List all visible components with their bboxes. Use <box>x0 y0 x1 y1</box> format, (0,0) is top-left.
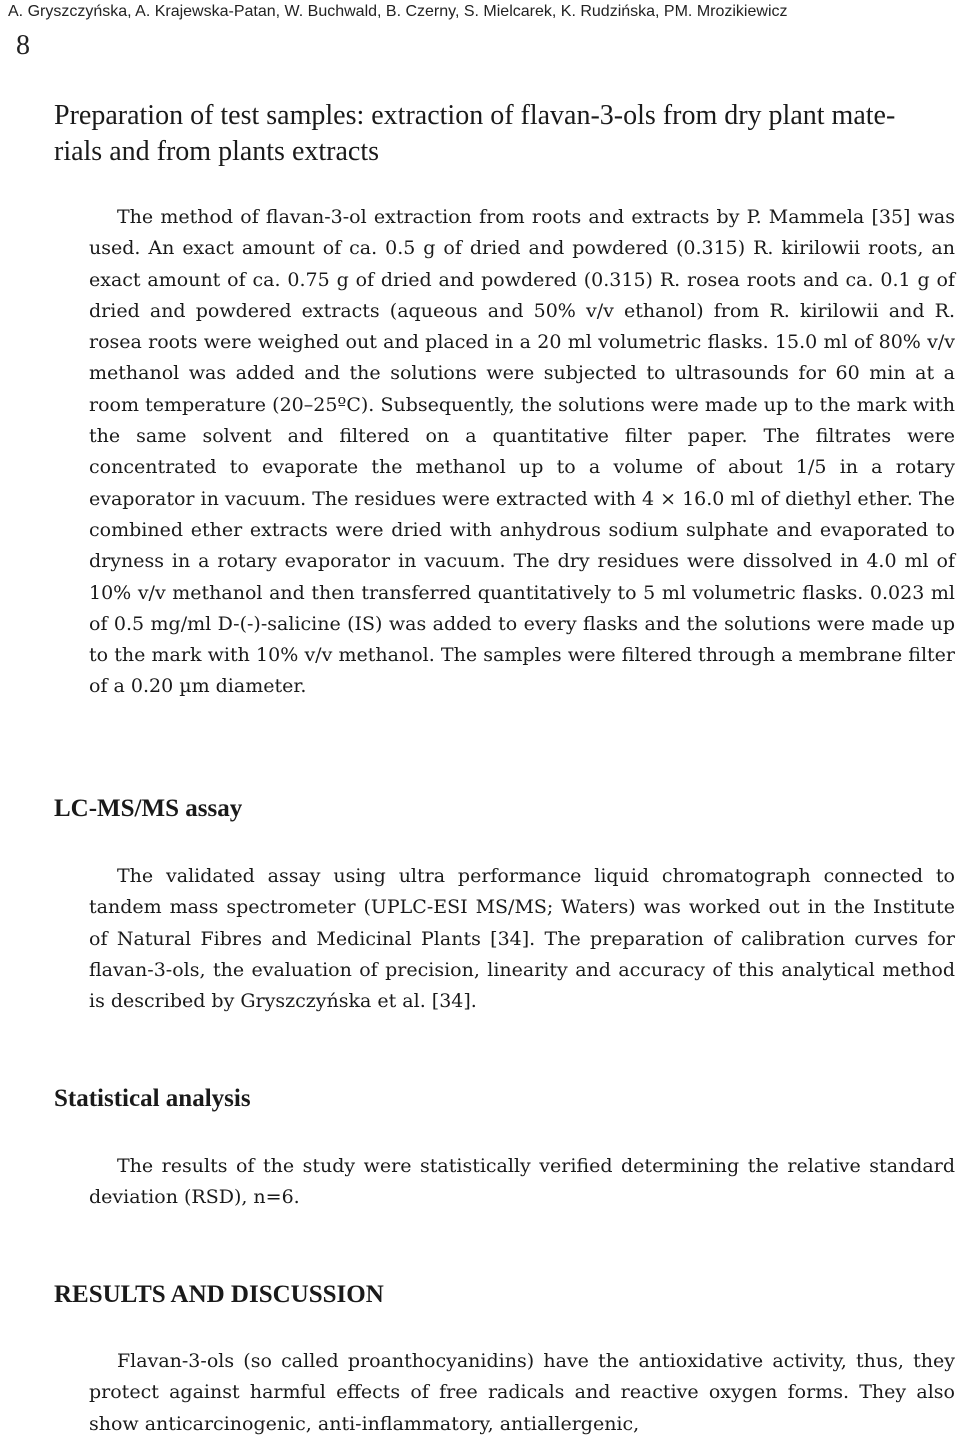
paragraph-results-and-discussion: Flavan-3-ols (so called proanthocyanidins) have the antioxidative activity, thus, they protect against harmful effects of free radicals and reactive oxygen forms. They also show anticarcinogenic, anti-inflammatory, antiallergenic, <box>89 1350 955 1435</box>
page-number: 8 <box>16 30 30 61</box>
paragraph-statistical-analysis: The results of the study were statistically verified determining the relative standard deviation (RSD), n=6. <box>89 1155 955 1209</box>
paragraph-sample-preparation: The method of flavan-3-ol extraction from roots and extracts by P. Mammela [35] was used. An exact amount of ca. 0.5 g of dried and powdered (0.315) R. kirilowii roots, an exact amount of ca. 0.75 g of dried and powdered (0.315) R. rosea roots and ca. 0.1 g of dried and powdered extracts (aqueous and 50% v/v ethanol) from R. kirilowii and R. rosea roots were weighed out and placed in a 20 ml volumetric flasks. 15.0 ml of 80% v/v methanol was added and the solutions were subjected to ultrasounds for 60 min at a room temperature (20–25ºC). Subsequently, the solutions were made up to the mark with the same solvent and filtered on a quantitative filter paper. The filtrates were concentrated to evaporate the methanol up to a volume of about 1/5 in a rotary evaporator in vacuum. The residues were extracted with 4 × 16.0 ml of diethyl ether. The combined ether extracts were dried with anhydrous sodium sulphate and evaporated to dryness in a rotary evaporator in vacuum. The dry residues were dissolved in 4.0 ml of 10% v/v methanol and then transferred quantitatively to 5 ml volumetric flasks. 0.023 ml of 0.5 mg/ml D-(-)-salicine (IS) was added to every flasks and the solutions were made up to the mark with 10% v/v methanol. The samples were filtered through a membrane filter of a 0.20 µm diameter. <box>89 206 955 698</box>
section-title-statistical-analysis: Statistical analysis <box>54 1085 251 1112</box>
running-header-authors: A. Gryszczyńska, A. Krajewska-Patan, W. Buchwald, B. Czerny, S. Mielcarek, K. Rudzińska, PM. Mrozikiewicz <box>8 3 788 20</box>
paragraph-lc-ms-ms-assay: The validated assay using ultra performance liquid chromatograph connected to tandem mass spectrometer (UPLC-ESI MS/MS; Waters) was worked out in the Institute of Natural Fibres and Medicinal Plants [34]. The preparation of calibration curves for flavan-3-ols, the evaluation of precision, linearity and accuracy of this analytical method is described by Gryszczyńska et al. [34]. <box>89 865 955 1013</box>
section-title-sample-preparation: Preparation of test samples: extraction of flavan-3-ols from dry plant materials and from plants extracts <box>54 100 896 167</box>
section-title-results-and-discussion: RESULTS AND DISCUSSION <box>54 1281 384 1308</box>
section-title-lc-ms-ms-assay: LC-MS/MS assay <box>54 795 243 822</box>
